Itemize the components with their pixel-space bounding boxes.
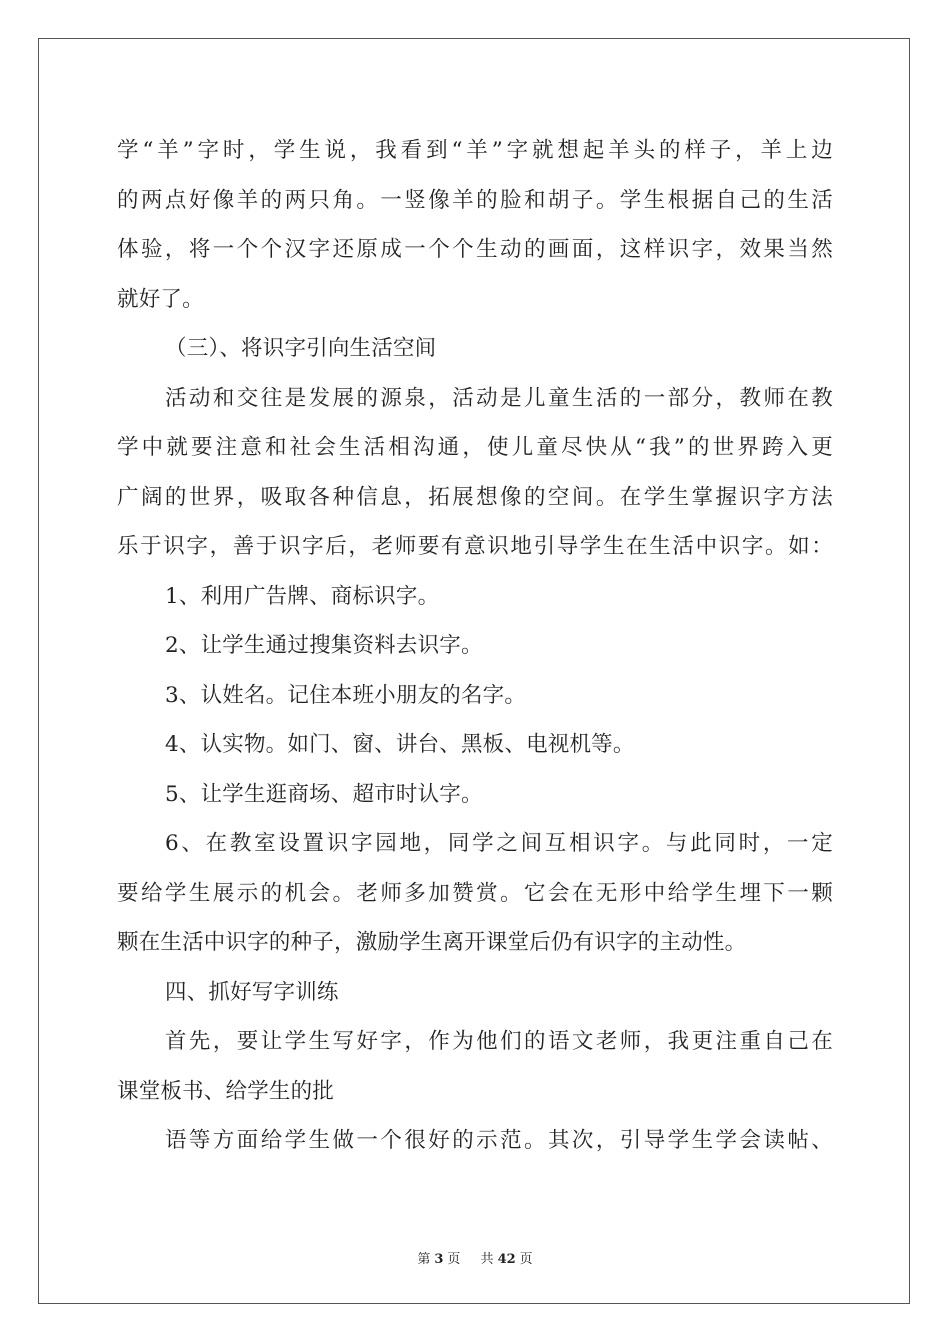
text-line: 语等方面给学生做一个很好的示范。其次，引导学生学会读帖、 xyxy=(165,1128,833,1153)
text-line: 广阔的世界，吸取各种信息，拓展想像的空间。在学生掌握识字方法 xyxy=(117,484,833,510)
text-line: 2、让学生通过搜集资料去识字。 xyxy=(165,633,483,658)
text-line: 要给学生展示的机会。老师多加赞赏。它会在无形中给学生埋下一颗 xyxy=(117,880,833,906)
text-line: 5、让学生逛商场、超市时认字。 xyxy=(165,781,483,807)
text-line: 乐于识字，善于识字后，老师要有意识地引导学生在生活中识字。如： xyxy=(117,534,833,559)
text-line: 颗在生活中识字的种子，激励学生离开课堂后仍有识字的主动性。 xyxy=(117,930,747,955)
text-line: 课堂板书、给学生的批 xyxy=(117,1078,335,1104)
page-number: 3 xyxy=(434,1252,444,1267)
body-text xyxy=(117,126,833,1166)
text-line: 体验，将一个个汉字还原成一个个生动的画面，这样识字，效果当然 xyxy=(117,237,833,262)
text-line: 学中就要注意和社会生活相沟通，使儿童尽快从“我”的世界跨入更 xyxy=(117,435,833,460)
text-line: 4、认实物。如门、窗、讲台、黑板、电视机等。 xyxy=(165,732,635,757)
text-line: 四、抓好写字训练 xyxy=(165,979,339,1005)
total-pages: 42 xyxy=(497,1252,516,1267)
text-line: 学“羊”字时，学生说，我看到“羊”字就想起羊头的样子，羊上边 xyxy=(117,138,833,163)
text-line: （三）、将识字引向生活空间 xyxy=(165,336,437,361)
text-line: 就好了。 xyxy=(117,286,204,312)
text-line: 首先，要让学生写好字，作为他们的语文老师，我更注重自己在 xyxy=(165,1029,833,1054)
text-line: 活动和交往是发展的源泉，活动是儿童生活的一部分，教师在教 xyxy=(165,385,833,411)
page-label: 第 3 页 xyxy=(417,1252,461,1267)
text-line: 3、认姓名。记住本班小朋友的名字。 xyxy=(165,682,527,708)
page-footer xyxy=(0,1248,950,1267)
text-line: 1、利用广告牌、商标识字。 xyxy=(165,583,440,609)
total-pages-label: 共 42 页 xyxy=(480,1252,533,1267)
text-line: 6、在教室设置识字园地，同学之间互相识字。与此同时，一定 xyxy=(165,831,833,856)
text-line: 的两点好像羊的两只角。一竖像羊的脸和胡子。学生根据自己的生活 xyxy=(117,187,833,213)
